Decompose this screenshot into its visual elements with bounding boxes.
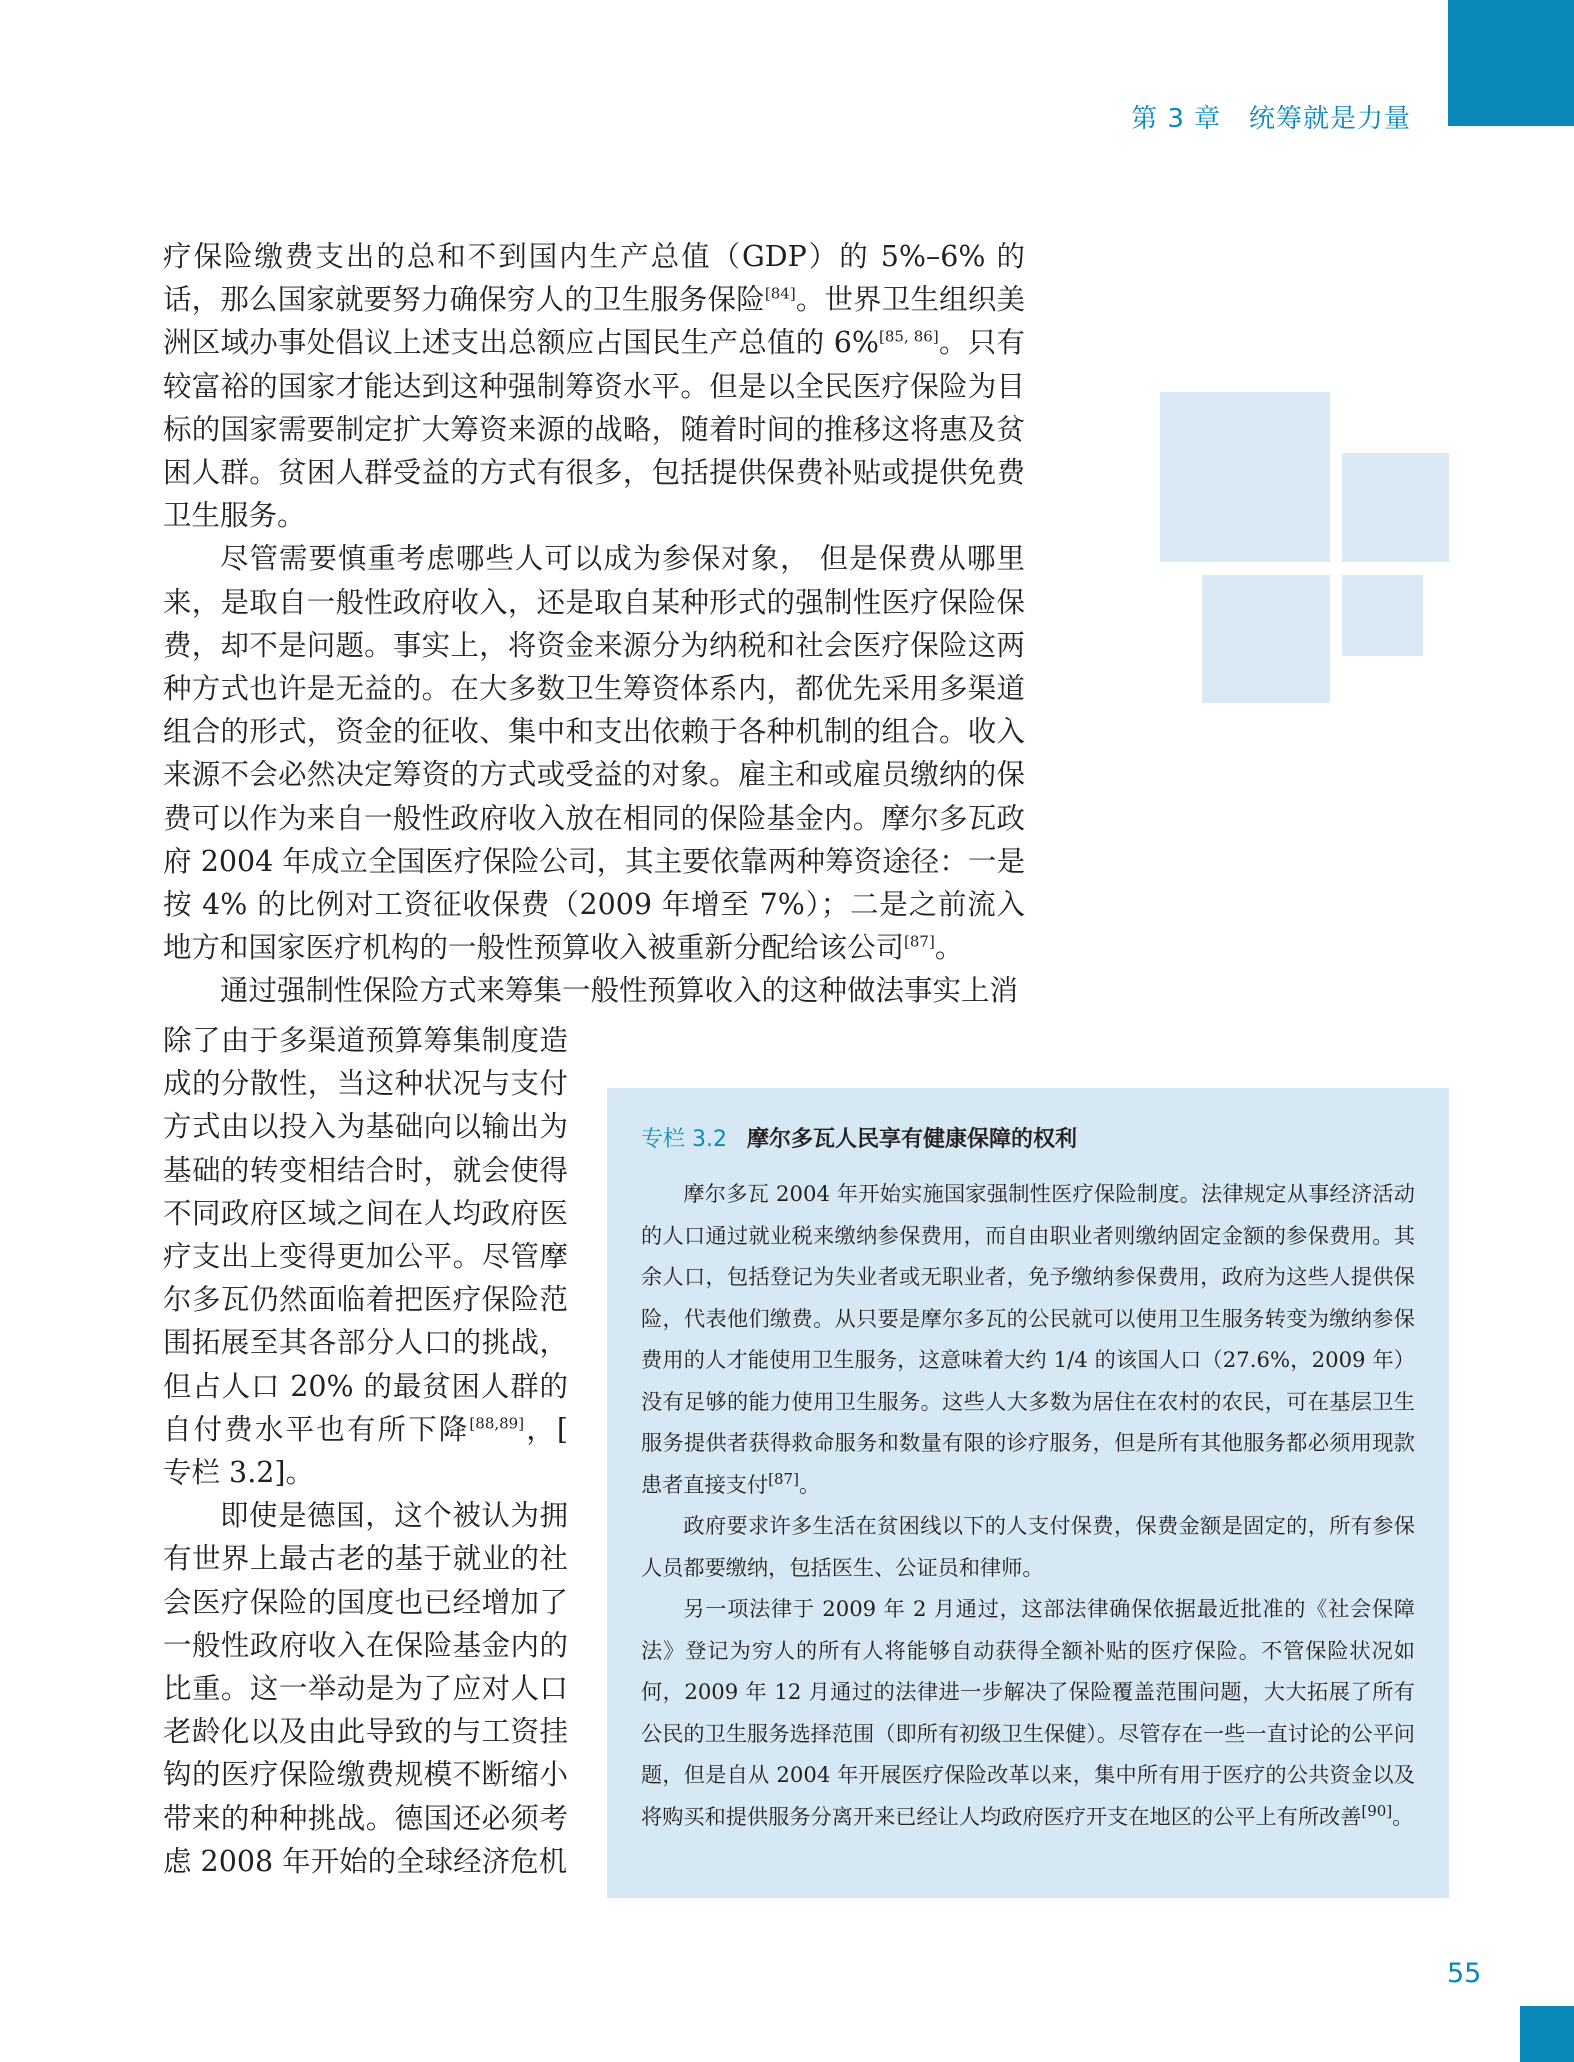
citation: [88,89] [469,1414,525,1433]
page-number: 55 [1447,1958,1482,1989]
citation: [87] [904,932,935,951]
narrow-text-column [163,1019,568,1883]
paragraph-3-first-line: 通过强制性保险方式来筹集一般性预算收入的这种做法事实上消 [220,974,1019,1008]
decor-square-2 [1342,453,1449,562]
box-body [641,1173,1415,1837]
box-title [641,1122,1415,1153]
citation: [85, 86] [879,327,939,346]
sidebar-box-3-2 [607,1088,1449,1898]
box-paragraph-2: 政府要求许多生活在贫困线以下的人支付保费，保费金额是固定的，所有参保人员都要缴纳，包括医生、公证员和律师。 [641,1513,1415,1580]
box-paragraph-3: 另一项法律于 2009 年 2 月通过，这部法律确保依据最近批准的《社会保障法》登记为穷人的所有人将能够自动获得全额补贴的医疗保险。不管保险状况如何，2009 年 12 月通过的法律进一步解决了保险覆盖范围问题，大大拓展了所有公民的卫生服务选择范围（即所有初级卫生保健）。尽管存在一些一直讨论的公平问题，但是自从 2004 年开展医疗保险改革以来，集中所有用于医疗的公共资金以及将购买和提供服务分离开来已经让人均政府医疗开支在地区的公平上有所改善[90]。 [641,1596,1415,1829]
chapter-header [1131,98,1411,135]
bottom-accent-block [1520,2006,1574,2062]
decor-square-1 [1160,392,1330,562]
paragraph-2: 尽管需要慎重考虑哪些人可以成为参保对象， 但是保费从哪里来，是取自一般性政府收入，还是取自某种形式的强制性医疗保险保费，却不是问题。事实上，将资金来源分为纳税和社会医疗保险这两种方式也许是无益的。在大多数卫生筹资体系内，都优先采用多渠道组合的形式，资金的征收、集中和支出依赖于各种机制的组合。收入来源不会必然决定筹资的方式或受益的对象。雇主和或雇员缴纳的保费可以作为来自一般性政府收入放在相同的保险基金内。摩尔多瓦政府 2004 年成立全国医疗保险公司，其主要依靠两种筹资途径：一是按 4% 的比例对工资征收保费（2009 年增至 7%）；二是之前流入地方和国家医疗机构的一般性预算收入被重新分配给该公司[87]。 [163,542,1025,965]
paragraph-3-continued: 除了由于多渠道预算筹集制度造成的分散性，当这种状况与支付方式由以投入为基础向以输出为基础的转变相结合时，就会使得不同政府区域之间在人均政府医疗支出上变得更加公平。尽管摩尔多瓦仍然面临着把医疗保险范围拓展至其各部分人口的挑战，但占人口 20% 的最贫困人群的自付费水平也有所下降[88,89]，[ 专栏 3.2]。 [163,1024,568,1490]
box-paragraph-1: 摩尔多瓦 2004 年开始实施国家强制性医疗保险制度。法律规定从事经济活动的人口通过就业税来缴纳参保费用，而自由职业者则缴纳固定金额的参保费用。其余人口，包括登记为失业者或无职业者，免予缴纳参保费用，政府为这些人提供保险，代表他们缴费。从只要是摩尔多瓦的公民就可以使用卫生服务转变为缴纳参保费用的人才能使用卫生服务，这意味着大约 1/4 的该国人口（27.6%，2009 年）没有足够的能力使用卫生服务。这些人大多数为居住在农村的农民，可在基层卫生服务提供者获得救命服务和数量有限的诊疗服务，但是所有其他服务都必须用现款患者直接支付[87]。 [641,1181,1415,1497]
paragraph-1: 疗保险缴费支出的总和不到国内生产总值（GDP）的 5%–6% 的话，那么国家就要努力确保穷人的卫生服务保险[84]。世界卫生组织美洲区域办事处倡议上述支出总额应占国民生产总值的 6%[85, 86]。只有较富裕的国家才能达到这种强制筹资水平。但是以全民医疗保险为目标的国家需要制定扩大筹资来源的战略，随着时间的推移这将惠及贫困人群。贫困人群受益的方式有很多，包括提供保费补贴或提供免费卫生服务。 [163,240,1025,533]
main-text-column [163,235,1025,1013]
chapter-title: 统筹就是力量 [1248,104,1411,134]
citation: [84] [764,284,796,303]
chapter-number: 第 3 章 [1131,104,1222,134]
decor-square-3 [1202,575,1330,703]
paragraph-4: 即使是德国，这个被认为拥有世界上最古老的基于就业的社会医疗保险的国度也已经增加了一般性政府收入在保险基金内的比重。这一举动是为了应对人口老龄化以及由此导致的与工资挂钩的医疗保险缴费规模不断缩小带来的种种挑战。德国还必须考虑 2008 年开始的全球经济危机 [163,1499,568,1878]
decor-square-4 [1342,575,1423,656]
box-label: 专栏 3.2 [641,1127,727,1152]
box-heading: 摩尔多瓦人民享有健康保障的权利 [746,1127,1077,1152]
corner-accent-block [1448,0,1574,126]
citation: [90] [1361,1801,1393,1820]
citation: [87] [768,1469,799,1488]
